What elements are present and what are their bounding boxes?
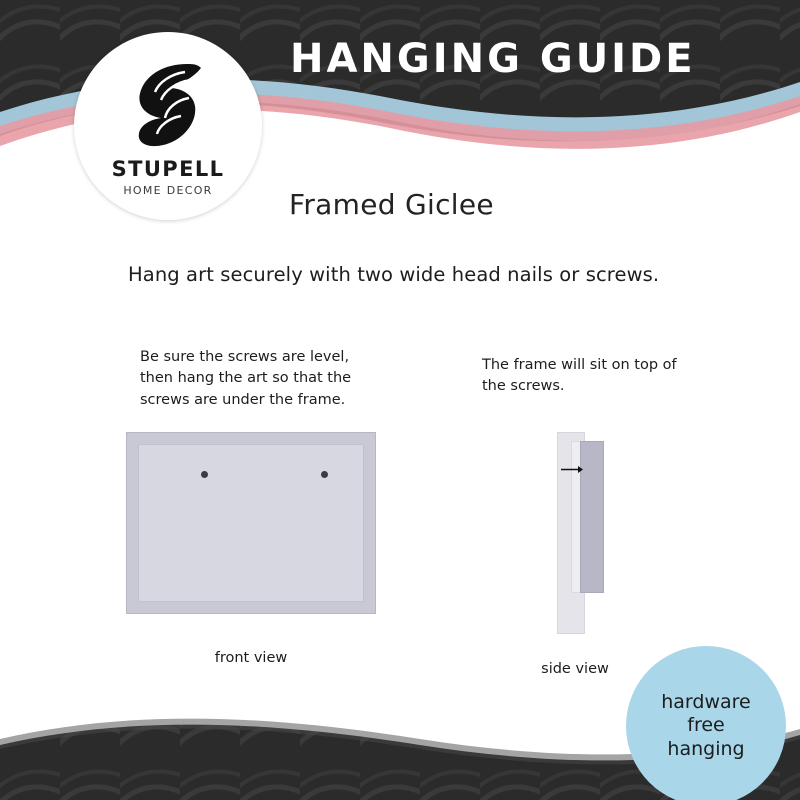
- side-view-caption: The frame will sit on top of the screws.: [482, 357, 677, 395]
- badge-line-3: hanging: [667, 737, 745, 760]
- brand-subtitle: HOME DECOR: [123, 184, 213, 197]
- hardware-free-badge: [626, 646, 786, 800]
- front-view-caption: Be sure the screws are level, then hang the art so that the screws are under the frame.: [140, 349, 352, 408]
- main-instruction: Hang art securely with two wide head nails or screws.: [128, 263, 660, 286]
- front-view-mat: [138, 444, 364, 602]
- side-view-label: side view: [541, 661, 609, 677]
- front-view-diagram: [126, 432, 376, 614]
- front-view-label: front view: [214, 650, 288, 666]
- product-type: Framed Giclee: [289, 188, 494, 221]
- badge-line-1: hardware: [661, 691, 751, 714]
- brand-name: STUPELL: [111, 157, 225, 181]
- screw-arrow-icon: [561, 459, 583, 468]
- screw-dot-right: [321, 471, 328, 478]
- screw-dot-left: [201, 471, 208, 478]
- badge-line-2: free: [687, 714, 725, 737]
- swan-logo-icon: [125, 58, 211, 150]
- brand-logo: [74, 32, 262, 220]
- page-title: HANGING GUIDE: [290, 36, 696, 82]
- side-view-frame: [580, 441, 604, 593]
